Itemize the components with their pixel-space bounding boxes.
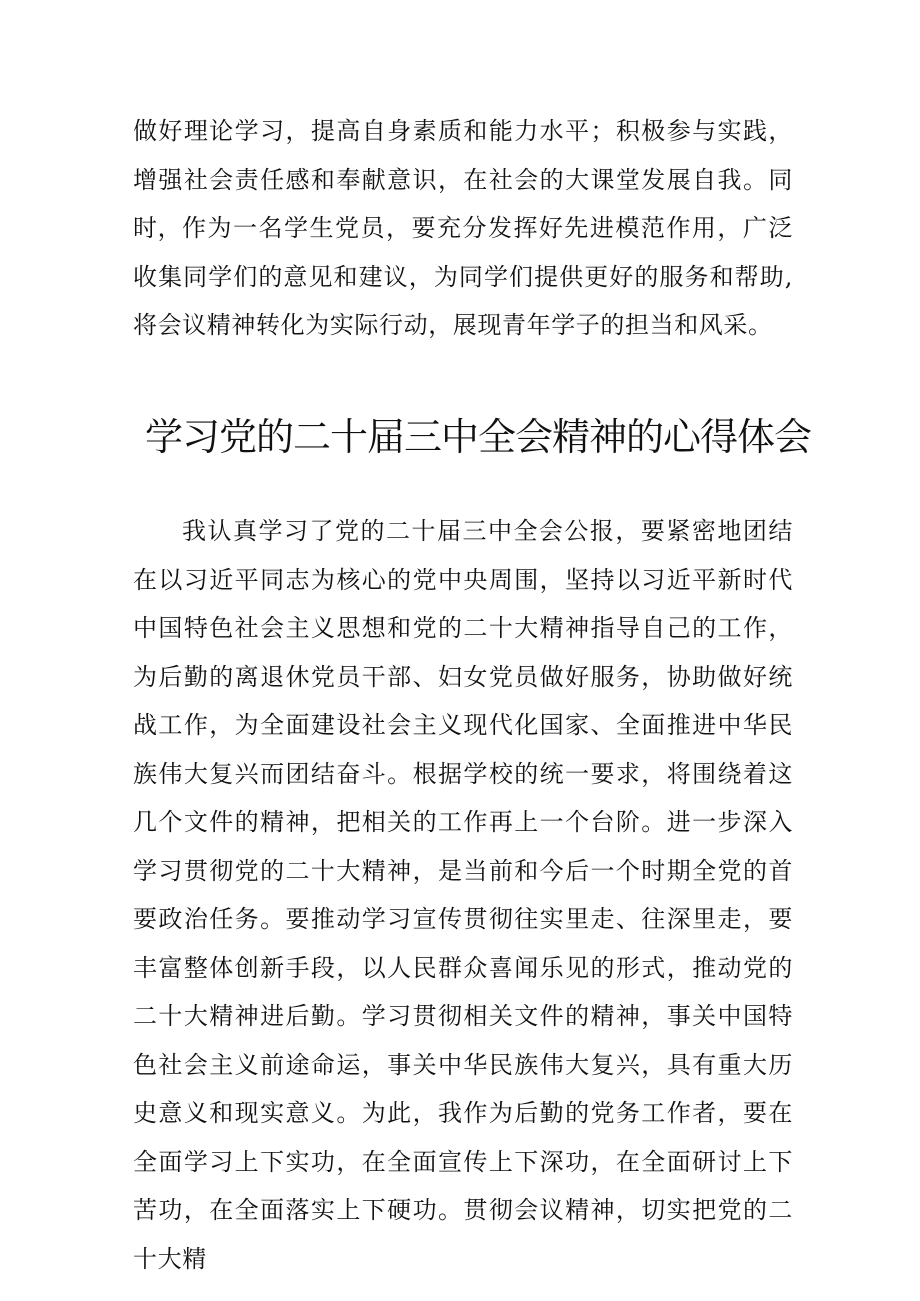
- body-paragraph-student-member: 作为一名学生党员，要充分发挥好先进模范作用，广泛收集同学们的意见和建议，为同学们提供更好的服务和帮助,将会议精神转化为实际行动，展现青年学子的担当和风采。: [133, 214, 793, 339]
- body-paragraph-continuation: 做好理论学习，提高自身素质和能力水平；积极参与实践，增强社会责任感和奉献意识，在社会的大课堂发展自我。同时，: [133, 117, 793, 242]
- document-title: 学习党的二十届三中全会精神的心得体会: [145, 415, 812, 459]
- body-paragraph-main: 我认真学习了党的二十届三中全会公报，要紧密地团结在以习近平同志为核心的党中央周围，坚持以习近平新时代中国特色社会主义思想和党的二十大精神指导自己的工作，为后勤的离退休党员干部、妇女党员做好服务，协助做好统战工作，为全面建设社会主义现代化国家、全面推进中华民族伟大复兴而团结奋斗。根据学校的统一要求，将围绕着这几个文件的精神，把相关的工作再上一个台阶。进一步深入学习贯彻党的二十大精神，是当前和今后一个时期全党的首要政治任务。要推动学习宣传贯彻往实里走、往深里走，要丰富整体创新手段，以人民群众喜闻乐见的形式，推动党的二十大精神进后勤。学习贯彻相关文件的精神，事关中国特色社会主义前途命运，事关中华民族伟大复兴，具有重大历史意义和现实意义。为此，我作为后勤的党务工作者，要在全面学习上下实功，在全面宣传上下深功，在全面研讨上下苦功，在全面落实上下硬功。贯彻会议精神，切实把党的二十大精: [133, 517, 793, 1273]
